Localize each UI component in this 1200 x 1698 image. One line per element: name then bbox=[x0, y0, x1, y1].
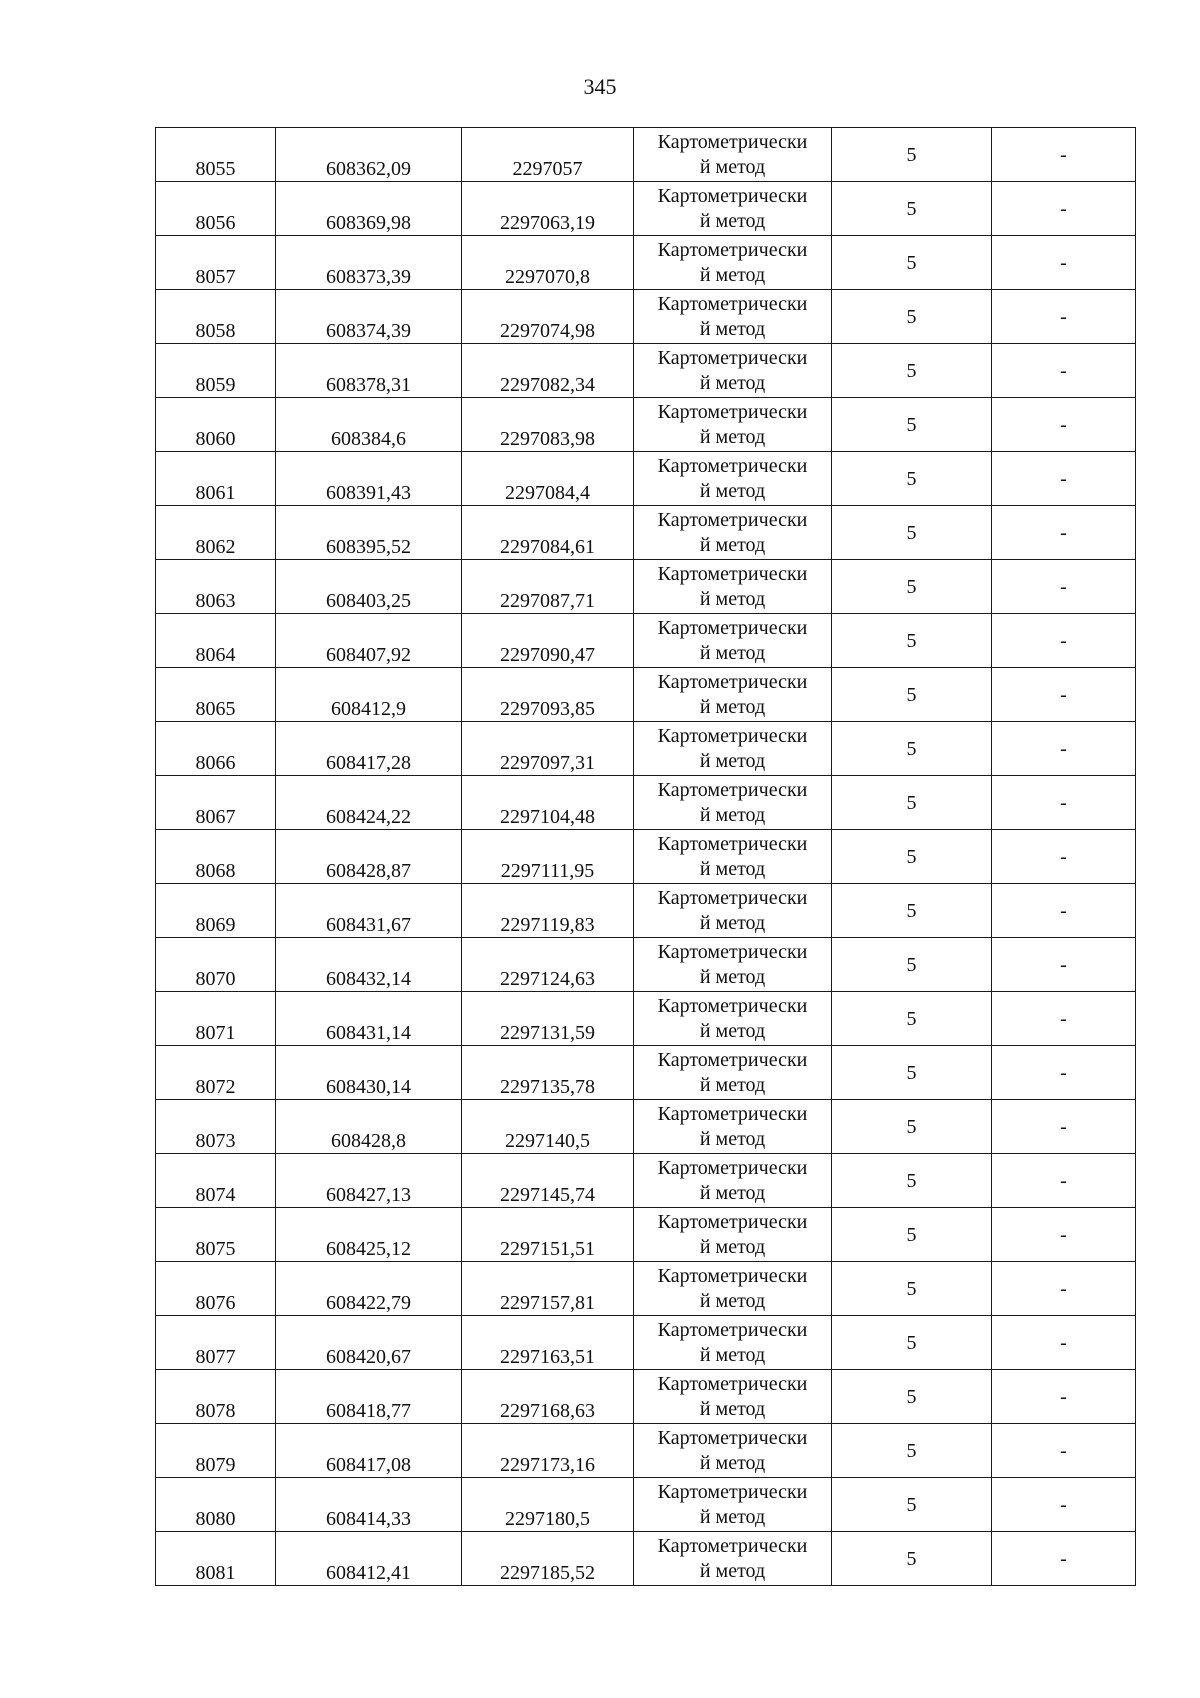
method-cell bbox=[634, 668, 832, 722]
y-coordinate-cell: 2297097,31 bbox=[462, 722, 634, 776]
point-number-cell: 8079 bbox=[156, 1424, 276, 1478]
method-line-1: Картометрически bbox=[657, 400, 808, 423]
method-line-1: Картометрически bbox=[657, 1534, 808, 1557]
method-line-2: й метод bbox=[699, 1397, 766, 1420]
method-line-2: й метод bbox=[699, 1235, 766, 1258]
note-cell: - bbox=[992, 1100, 1136, 1154]
point-number-cell: 8057 bbox=[156, 236, 276, 290]
method-line-1: Картометрически bbox=[657, 778, 808, 801]
accuracy-cell: 5 bbox=[832, 1532, 992, 1586]
method-line-1: Картометрически bbox=[657, 1156, 808, 1179]
method-line-1: Картометрически bbox=[657, 508, 808, 531]
table-row bbox=[156, 1424, 1136, 1478]
table-row bbox=[156, 1478, 1136, 1532]
note-cell: - bbox=[992, 830, 1136, 884]
method-cell bbox=[634, 344, 832, 398]
point-number-cell: 8078 bbox=[156, 1370, 276, 1424]
method-cell bbox=[634, 992, 832, 1046]
note-cell: - bbox=[992, 1316, 1136, 1370]
x-coordinate-cell: 608417,28 bbox=[276, 722, 462, 776]
y-coordinate-cell: 2297151,51 bbox=[462, 1208, 634, 1262]
note-cell: - bbox=[992, 992, 1136, 1046]
method-cell bbox=[634, 506, 832, 560]
method-line-2: й метод bbox=[699, 371, 766, 394]
method-line-1: Картометрически bbox=[657, 130, 808, 153]
note-cell: - bbox=[992, 614, 1136, 668]
x-coordinate-cell: 608424,22 bbox=[276, 776, 462, 830]
point-number-cell: 8067 bbox=[156, 776, 276, 830]
method-line-1: Картометрически bbox=[657, 886, 808, 909]
method-line-1: Картометрически bbox=[657, 346, 808, 369]
accuracy-cell: 5 bbox=[832, 668, 992, 722]
method-line-2: й метод bbox=[699, 857, 766, 880]
note-cell: - bbox=[992, 776, 1136, 830]
method-cell bbox=[634, 1208, 832, 1262]
x-coordinate-cell: 608369,98 bbox=[276, 182, 462, 236]
point-number-cell: 8075 bbox=[156, 1208, 276, 1262]
accuracy-cell: 5 bbox=[832, 1046, 992, 1100]
x-coordinate-cell: 608391,43 bbox=[276, 452, 462, 506]
point-number-cell: 8073 bbox=[156, 1100, 276, 1154]
note-cell: - bbox=[992, 884, 1136, 938]
method-line-1: Картометрически bbox=[657, 616, 808, 639]
point-number-cell: 8066 bbox=[156, 722, 276, 776]
method-line-1: Картометрически bbox=[657, 1318, 808, 1341]
accuracy-cell: 5 bbox=[832, 1154, 992, 1208]
method-cell bbox=[634, 1262, 832, 1316]
table-row bbox=[156, 1208, 1136, 1262]
y-coordinate-cell: 2297084,4 bbox=[462, 452, 634, 506]
method-line-2: й метод bbox=[699, 1181, 766, 1204]
accuracy-cell: 5 bbox=[832, 1316, 992, 1370]
y-coordinate-cell: 2297131,59 bbox=[462, 992, 634, 1046]
x-coordinate-cell: 608422,79 bbox=[276, 1262, 462, 1316]
accuracy-cell: 5 bbox=[832, 452, 992, 506]
method-line-1: Картометрически bbox=[657, 832, 808, 855]
table-row bbox=[156, 290, 1136, 344]
note-cell: - bbox=[992, 668, 1136, 722]
x-coordinate-cell: 608403,25 bbox=[276, 560, 462, 614]
method-line-2: й метод bbox=[699, 1451, 766, 1474]
accuracy-cell: 5 bbox=[832, 236, 992, 290]
method-line-2: й метод bbox=[699, 911, 766, 934]
point-number-cell: 8070 bbox=[156, 938, 276, 992]
accuracy-cell: 5 bbox=[832, 1262, 992, 1316]
point-number-cell: 8056 bbox=[156, 182, 276, 236]
accuracy-cell: 5 bbox=[832, 560, 992, 614]
note-cell: - bbox=[992, 1370, 1136, 1424]
y-coordinate-cell: 2297084,61 bbox=[462, 506, 634, 560]
y-coordinate-cell: 2297163,51 bbox=[462, 1316, 634, 1370]
y-coordinate-cell: 2297063,19 bbox=[462, 182, 634, 236]
y-coordinate-cell: 2297087,71 bbox=[462, 560, 634, 614]
method-cell bbox=[634, 128, 832, 182]
table-row bbox=[156, 1370, 1136, 1424]
method-line-2: й метод bbox=[699, 209, 766, 232]
accuracy-cell: 5 bbox=[832, 128, 992, 182]
x-coordinate-cell: 608428,8 bbox=[276, 1100, 462, 1154]
table-row bbox=[156, 1046, 1136, 1100]
method-line-1: Картометрически bbox=[657, 454, 808, 477]
point-number-cell: 8065 bbox=[156, 668, 276, 722]
method-line-2: й метод bbox=[699, 1073, 766, 1096]
method-line-1: Картометрически bbox=[657, 1210, 808, 1233]
method-cell bbox=[634, 452, 832, 506]
x-coordinate-cell: 608407,92 bbox=[276, 614, 462, 668]
method-line-2: й метод bbox=[699, 1127, 766, 1150]
method-line-2: й метод bbox=[699, 263, 766, 286]
method-line-1: Картометрически bbox=[657, 292, 808, 315]
y-coordinate-cell: 2297119,83 bbox=[462, 884, 634, 938]
accuracy-cell: 5 bbox=[832, 398, 992, 452]
coordinates-table-body bbox=[156, 128, 1136, 1586]
y-coordinate-cell: 2297074,98 bbox=[462, 290, 634, 344]
accuracy-cell: 5 bbox=[832, 938, 992, 992]
method-cell bbox=[634, 1100, 832, 1154]
point-number-cell: 8060 bbox=[156, 398, 276, 452]
y-coordinate-cell: 2297111,95 bbox=[462, 830, 634, 884]
method-line-1: Картометрически bbox=[657, 1264, 808, 1287]
table-row bbox=[156, 992, 1136, 1046]
x-coordinate-cell: 608431,14 bbox=[276, 992, 462, 1046]
y-coordinate-cell: 2297173,16 bbox=[462, 1424, 634, 1478]
note-cell: - bbox=[992, 290, 1136, 344]
method-line-1: Картометрически bbox=[657, 562, 808, 585]
accuracy-cell: 5 bbox=[832, 1478, 992, 1532]
accuracy-cell: 5 bbox=[832, 1370, 992, 1424]
point-number-cell: 8059 bbox=[156, 344, 276, 398]
y-coordinate-cell: 2297093,85 bbox=[462, 668, 634, 722]
coordinates-table bbox=[155, 127, 1136, 1586]
table-row bbox=[156, 938, 1136, 992]
point-number-cell: 8055 bbox=[156, 128, 276, 182]
x-coordinate-cell: 608425,12 bbox=[276, 1208, 462, 1262]
method-cell bbox=[634, 938, 832, 992]
method-line-2: й метод bbox=[699, 1289, 766, 1312]
x-coordinate-cell: 608432,14 bbox=[276, 938, 462, 992]
accuracy-cell: 5 bbox=[832, 776, 992, 830]
note-cell: - bbox=[992, 1532, 1136, 1586]
accuracy-cell: 5 bbox=[832, 1100, 992, 1154]
point-number-cell: 8068 bbox=[156, 830, 276, 884]
method-line-2: й метод bbox=[699, 695, 766, 718]
y-coordinate-cell: 2297070,8 bbox=[462, 236, 634, 290]
point-number-cell: 8064 bbox=[156, 614, 276, 668]
x-coordinate-cell: 608431,67 bbox=[276, 884, 462, 938]
x-coordinate-cell: 608420,67 bbox=[276, 1316, 462, 1370]
note-cell: - bbox=[992, 182, 1136, 236]
y-coordinate-cell: 2297157,81 bbox=[462, 1262, 634, 1316]
x-coordinate-cell: 608412,41 bbox=[276, 1532, 462, 1586]
method-cell bbox=[634, 1046, 832, 1100]
point-number-cell: 8081 bbox=[156, 1532, 276, 1586]
method-cell bbox=[634, 722, 832, 776]
method-line-2: й метод bbox=[699, 803, 766, 826]
table-row bbox=[156, 668, 1136, 722]
method-line-1: Картометрически bbox=[657, 238, 808, 261]
method-line-1: Картометрически bbox=[657, 724, 808, 747]
method-line-2: й метод bbox=[699, 1019, 766, 1042]
y-coordinate-cell: 2297135,78 bbox=[462, 1046, 634, 1100]
table-row bbox=[156, 560, 1136, 614]
x-coordinate-cell: 608427,13 bbox=[276, 1154, 462, 1208]
method-line-1: Картометрически bbox=[657, 994, 808, 1017]
method-line-2: й метод bbox=[699, 425, 766, 448]
table-row bbox=[156, 1100, 1136, 1154]
point-number-cell: 8058 bbox=[156, 290, 276, 344]
table-row bbox=[156, 236, 1136, 290]
method-cell bbox=[634, 398, 832, 452]
method-line-2: й метод bbox=[699, 1505, 766, 1528]
point-number-cell: 8080 bbox=[156, 1478, 276, 1532]
method-line-2: й метод bbox=[699, 749, 766, 772]
note-cell: - bbox=[992, 1046, 1136, 1100]
y-coordinate-cell: 2297140,5 bbox=[462, 1100, 634, 1154]
note-cell: - bbox=[992, 452, 1136, 506]
x-coordinate-cell: 608428,87 bbox=[276, 830, 462, 884]
note-cell: - bbox=[992, 344, 1136, 398]
table-row bbox=[156, 1316, 1136, 1370]
note-cell: - bbox=[992, 128, 1136, 182]
y-coordinate-cell: 2297090,47 bbox=[462, 614, 634, 668]
method-line-2: й метод bbox=[699, 1343, 766, 1366]
x-coordinate-cell: 608418,77 bbox=[276, 1370, 462, 1424]
accuracy-cell: 5 bbox=[832, 1208, 992, 1262]
table-row bbox=[156, 182, 1136, 236]
method-line-2: й метод bbox=[699, 965, 766, 988]
method-cell bbox=[634, 236, 832, 290]
method-cell bbox=[634, 560, 832, 614]
table-row bbox=[156, 128, 1136, 182]
method-line-1: Картометрически bbox=[657, 670, 808, 693]
point-number-cell: 8074 bbox=[156, 1154, 276, 1208]
note-cell: - bbox=[992, 1208, 1136, 1262]
note-cell: - bbox=[992, 722, 1136, 776]
x-coordinate-cell: 608395,52 bbox=[276, 506, 462, 560]
y-coordinate-cell: 2297057 bbox=[462, 128, 634, 182]
point-number-cell: 8071 bbox=[156, 992, 276, 1046]
note-cell: - bbox=[992, 1424, 1136, 1478]
table-row bbox=[156, 452, 1136, 506]
method-line-2: й метод bbox=[699, 533, 766, 556]
table-row bbox=[156, 1262, 1136, 1316]
note-cell: - bbox=[992, 1478, 1136, 1532]
x-coordinate-cell: 608373,39 bbox=[276, 236, 462, 290]
table-row bbox=[156, 398, 1136, 452]
table-row bbox=[156, 1154, 1136, 1208]
method-cell bbox=[634, 1316, 832, 1370]
accuracy-cell: 5 bbox=[832, 290, 992, 344]
y-coordinate-cell: 2297185,52 bbox=[462, 1532, 634, 1586]
method-cell bbox=[634, 614, 832, 668]
table-row bbox=[156, 776, 1136, 830]
note-cell: - bbox=[992, 506, 1136, 560]
y-coordinate-cell: 2297145,74 bbox=[462, 1154, 634, 1208]
accuracy-cell: 5 bbox=[832, 182, 992, 236]
method-line-2: й метод bbox=[699, 1559, 766, 1582]
x-coordinate-cell: 608417,08 bbox=[276, 1424, 462, 1478]
table-row bbox=[156, 506, 1136, 560]
note-cell: - bbox=[992, 398, 1136, 452]
method-line-2: й метод bbox=[699, 587, 766, 610]
point-number-cell: 8077 bbox=[156, 1316, 276, 1370]
method-cell bbox=[634, 830, 832, 884]
x-coordinate-cell: 608378,31 bbox=[276, 344, 462, 398]
method-line-1: Картометрически bbox=[657, 1426, 808, 1449]
method-line-1: Картометрически bbox=[657, 940, 808, 963]
note-cell: - bbox=[992, 236, 1136, 290]
y-coordinate-cell: 2297180,5 bbox=[462, 1478, 634, 1532]
y-coordinate-cell: 2297104,48 bbox=[462, 776, 634, 830]
note-cell: - bbox=[992, 938, 1136, 992]
note-cell: - bbox=[992, 1154, 1136, 1208]
method-line-1: Картометрически bbox=[657, 1480, 808, 1503]
x-coordinate-cell: 608412,9 bbox=[276, 668, 462, 722]
table-row bbox=[156, 614, 1136, 668]
accuracy-cell: 5 bbox=[832, 344, 992, 398]
note-cell: - bbox=[992, 560, 1136, 614]
method-line-1: Картометрически bbox=[657, 1048, 808, 1071]
method-line-1: Картометрически bbox=[657, 1102, 808, 1125]
point-number-cell: 8076 bbox=[156, 1262, 276, 1316]
accuracy-cell: 5 bbox=[832, 506, 992, 560]
y-coordinate-cell: 2297124,63 bbox=[462, 938, 634, 992]
method-cell bbox=[634, 1478, 832, 1532]
method-line-2: й метод bbox=[699, 641, 766, 664]
accuracy-cell: 5 bbox=[832, 884, 992, 938]
x-coordinate-cell: 608384,6 bbox=[276, 398, 462, 452]
point-number-cell: 8069 bbox=[156, 884, 276, 938]
accuracy-cell: 5 bbox=[832, 614, 992, 668]
x-coordinate-cell: 608430,14 bbox=[276, 1046, 462, 1100]
method-line-2: й метод bbox=[699, 317, 766, 340]
method-line-1: Картометрически bbox=[657, 1372, 808, 1395]
point-number-cell: 8061 bbox=[156, 452, 276, 506]
point-number-cell: 8062 bbox=[156, 506, 276, 560]
accuracy-cell: 5 bbox=[832, 830, 992, 884]
table-row bbox=[156, 830, 1136, 884]
method-cell bbox=[634, 884, 832, 938]
y-coordinate-cell: 2297083,98 bbox=[462, 398, 634, 452]
point-number-cell: 8063 bbox=[156, 560, 276, 614]
method-cell bbox=[634, 1154, 832, 1208]
method-cell bbox=[634, 182, 832, 236]
page-number: 345 bbox=[583, 74, 617, 99]
point-number-cell: 8072 bbox=[156, 1046, 276, 1100]
method-line-1: Картометрически bbox=[657, 184, 808, 207]
accuracy-cell: 5 bbox=[832, 722, 992, 776]
method-cell bbox=[634, 1424, 832, 1478]
method-cell bbox=[634, 1532, 832, 1586]
table-row bbox=[156, 1532, 1136, 1586]
accuracy-cell: 5 bbox=[832, 1424, 992, 1478]
accuracy-cell: 5 bbox=[832, 992, 992, 1046]
y-coordinate-cell: 2297082,34 bbox=[462, 344, 634, 398]
x-coordinate-cell: 608374,39 bbox=[276, 290, 462, 344]
note-cell: - bbox=[992, 1262, 1136, 1316]
table-row bbox=[156, 344, 1136, 398]
table-row bbox=[156, 722, 1136, 776]
method-line-2: й метод bbox=[699, 479, 766, 502]
method-cell bbox=[634, 776, 832, 830]
x-coordinate-cell: 608414,33 bbox=[276, 1478, 462, 1532]
x-coordinate-cell: 608362,09 bbox=[276, 128, 462, 182]
method-cell bbox=[634, 290, 832, 344]
y-coordinate-cell: 2297168,63 bbox=[462, 1370, 634, 1424]
table-row bbox=[156, 884, 1136, 938]
method-line-2: й метод bbox=[699, 155, 766, 178]
method-cell bbox=[634, 1370, 832, 1424]
